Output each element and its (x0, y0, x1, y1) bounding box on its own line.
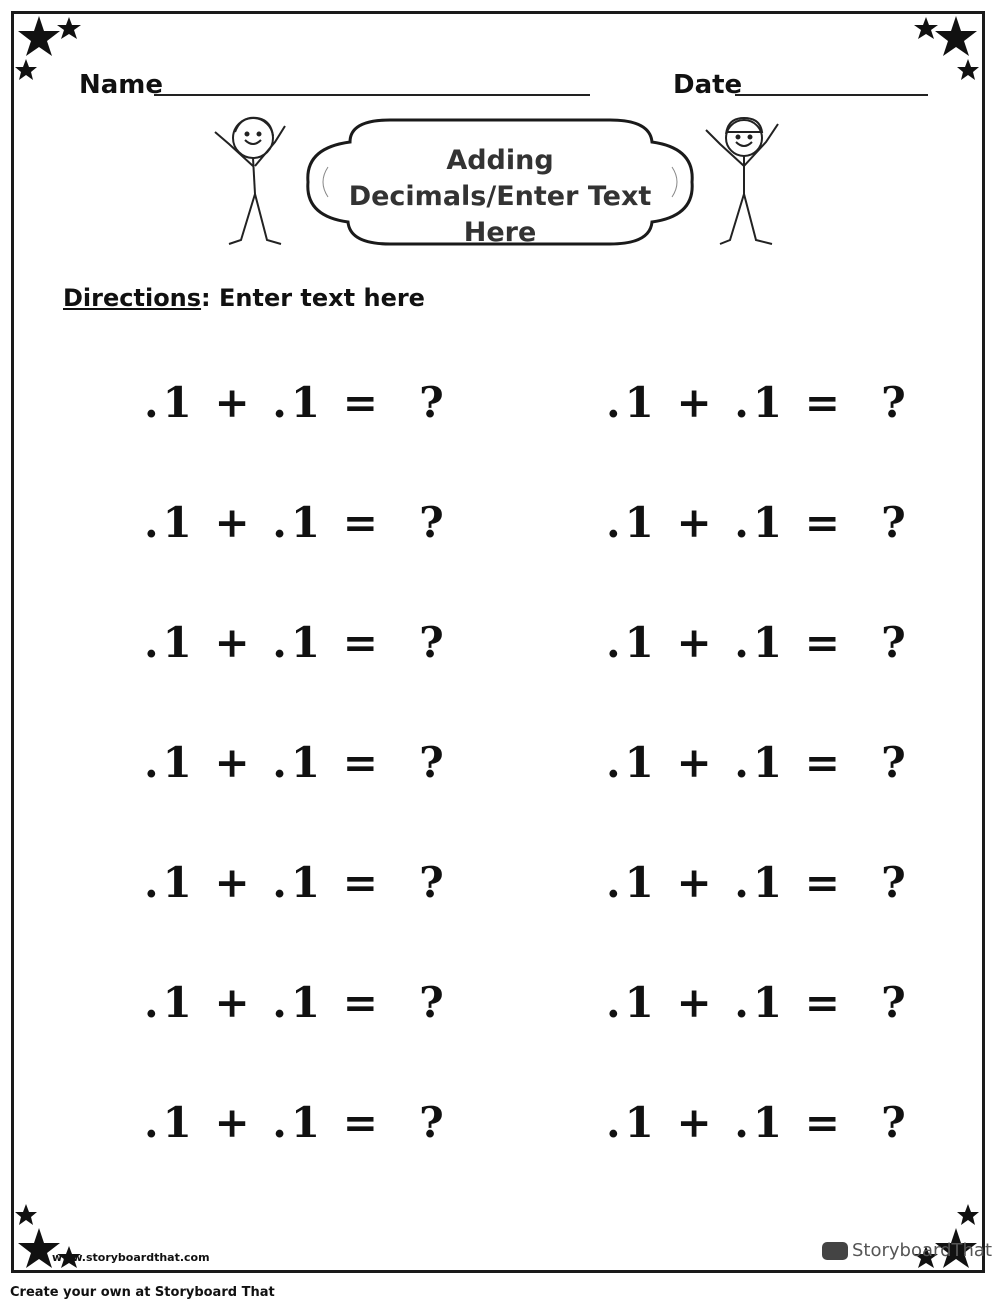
corner-stars-top-right (906, 14, 986, 94)
stick-figure-right (698, 112, 788, 252)
problem-left-2: .1 + .1 = ? (144, 498, 448, 547)
problem-right-5: .1 + .1 = ? (606, 858, 910, 907)
problem-right-3: .1 + .1 = ? (606, 618, 910, 667)
problem-right-6: .1 + .1 = ? (606, 978, 910, 1027)
problem-left-4: .1 + .1 = ? (144, 738, 448, 787)
corner-stars-bottom-left (14, 1196, 94, 1276)
problem-left-5: .1 + .1 = ? (144, 858, 448, 907)
worksheet-title[interactable]: Adding Decimals/Enter Text Here (348, 145, 652, 248)
directions-label: Directions (63, 284, 202, 312)
footer-credit[interactable]: Create your own at Storyboard That (10, 1285, 275, 1300)
date-line[interactable] (735, 94, 928, 96)
watermark-logo (822, 1240, 992, 1261)
speech-bubble-icon (822, 1242, 848, 1260)
directions[interactable] (63, 284, 425, 312)
problem-left-7: .1 + .1 = ? (144, 1098, 448, 1147)
watermark-url: www.storyboardthat.com (52, 1251, 210, 1264)
problem-left-3: .1 + .1 = ? (144, 618, 448, 667)
date-label: Date (673, 70, 743, 100)
directions-text: : Enter text here (201, 284, 425, 312)
problem-right-4: .1 + .1 = ? (606, 738, 910, 787)
name-line[interactable] (154, 94, 590, 96)
problem-left-6: .1 + .1 = ? (144, 978, 448, 1027)
watermark-logo-text: StoryboardThat (852, 1240, 993, 1261)
stick-figure-left (205, 112, 295, 252)
problem-right-1: .1 + .1 = ? (606, 378, 910, 427)
problem-left-1: .1 + .1 = ? (144, 378, 448, 427)
corner-stars-bottom-right (906, 1196, 986, 1276)
name-label: Name (79, 70, 164, 100)
problem-right-7: .1 + .1 = ? (606, 1098, 910, 1147)
problem-right-2: .1 + .1 = ? (606, 498, 910, 547)
